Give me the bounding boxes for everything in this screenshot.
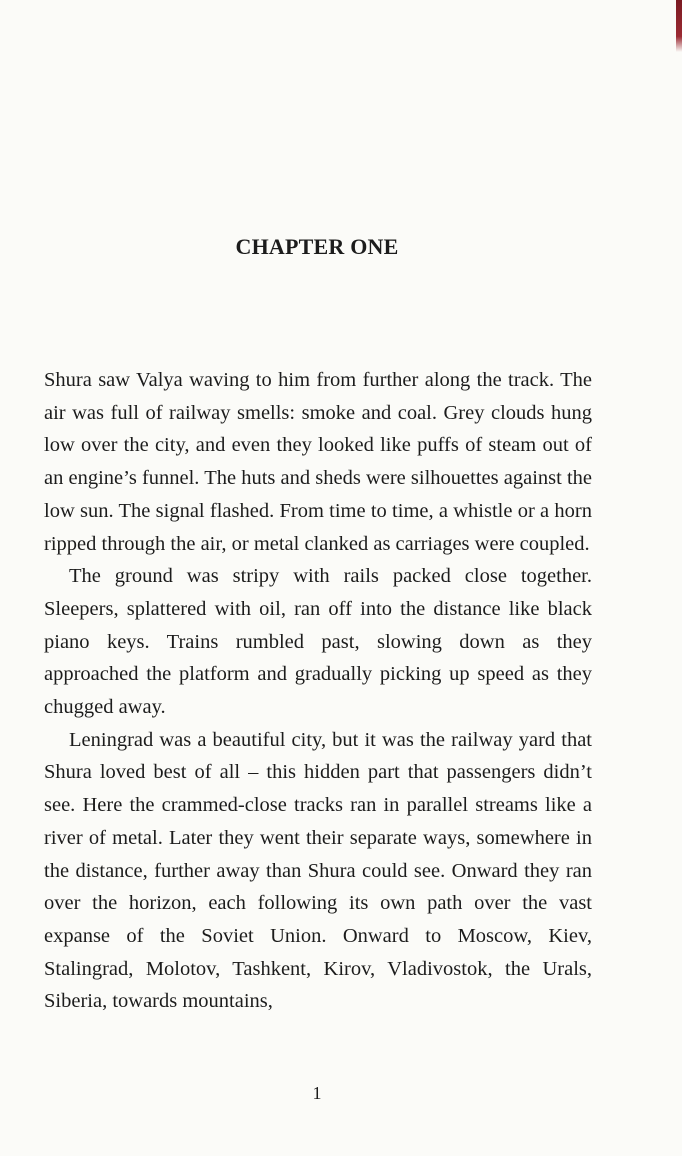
page-edge-mark <box>676 0 682 52</box>
paragraph-1: Shura saw Valya waving to him from further along the track. The air was full of railway smells: smoke and coal. Grey clouds hung low over the city, and even they looked like puffs of steam out of an engine’s funnel. The huts and sheds were silhouettes against the low sun. The signal flashed. From time to time, a whistle or a horn ripped through the air, or metal clanked as carriages were coupled. <box>44 369 592 555</box>
paragraph-2: The ground was stripy with rails packed close together. Sleepers, splattered with oil, ran off into the distance like black piano keys. Trains rumbled past, slowing down as they approached the platform and gradually picking up speed as they chugged away. <box>44 565 592 719</box>
chapter-title: CHAPTER ONE <box>235 234 399 259</box>
page-number: 1 <box>312 1083 322 1103</box>
body-text <box>44 364 592 1018</box>
paragraph-3: Leningrad was a beautiful city, but it was the railway yard that Shura loved best of all – this hidden part that passengers didn’t see. Here the crammed-close tracks ran in parallel streams like a river of metal. Later they went their separate ways, somewhere in the distance, further away than Shura could see. Onward they ran over the horizon, each following its own path over the vast expanse of the Soviet Union. Onward to Moscow, Kiev, Stalingrad, Molotov, Tashkent, Kirov, Vladivostok, the Urals, Siberia, towards mountains, <box>44 728 592 1013</box>
